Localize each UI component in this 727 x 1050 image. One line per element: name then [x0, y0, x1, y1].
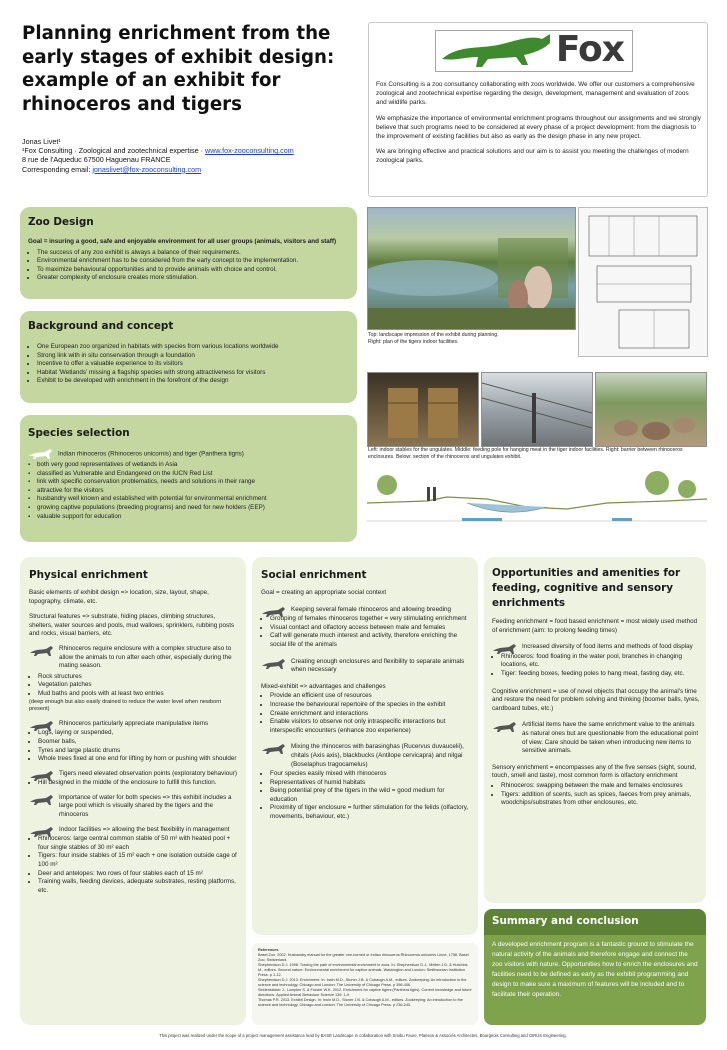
physical-rhino-complex: Rhinoceros require enclosure with a complex structure also to allow the animals to run after each other, especially during the mating season.: [59, 644, 232, 670]
fox-paragraph-3: We are bringing effective and practical solutions and our aim is to assist you meeting the challenges of modern zoological parks.: [376, 148, 689, 165]
summary-text: A developed enrichment program is a fantastic ground to stimulate the natural activity of the animals and therefore engage and connect the zoo visitors with nature. Opportunities how to enrich the enclosures and facilities need to be defined as early as the exhibit programming and design to make sure a maximum of features will be included and to facilitate their operation.: [492, 941, 698, 998]
list-item: ▪ husbandry well known and established with potential for environmental enrichment: [28, 495, 353, 504]
fox-logo: [435, 30, 633, 72]
reference-item: Thomas P.R. 2013. Exhibit Design. In: Irwin M.D., Stoner J.B. & Cobaugh A.M., editors. Zookeeping: An introduction to the science and technology. Chicago and London: The University of Chicago Press. p 236-243.: [258, 998, 463, 1007]
background-panel: [20, 311, 357, 403]
fox-icon: [261, 658, 287, 670]
opportunities-increased-line: [492, 643, 700, 652]
reference-item: Shepherdson D.J. 2013. Enrichment. In: Irwin M.D., Stoner J.B. & Cobaugh A.M., editors. Zookeeping: An introduction to the science and technology. Chicago and London: The University of Chicago Press. p 396-406.: [258, 978, 467, 987]
list-item: • Whole trees fixed at one end for lifting by horn or pushing with shoulder: [38, 755, 239, 764]
list-item: • Rhinoceros: food floating in the water pool, branches in changing locations, etc.: [501, 653, 700, 670]
physical-basic: Basic elements of exhibit design => location, size, layout, shape, topography, climate, etc.: [29, 589, 209, 605]
list-item: • Mud baths and pools with at least two entries: [38, 690, 239, 699]
email-line: [22, 165, 362, 174]
ungulate-stables-photo: [367, 372, 479, 447]
stables-illustration: [368, 373, 478, 446]
list-item: • The success of any zoo exhibit is always a balance of their requirements.: [37, 249, 353, 258]
plan-drawing: [579, 208, 707, 356]
landscape-illustration: [368, 208, 575, 329]
list-item: • Hill designed in the middle of the enclosure to fulfill this function.: [38, 779, 239, 788]
zoo-design-body: [28, 238, 353, 283]
physical-rhino-manip: Rhinoceros particularly appreciate manipulative items: [59, 719, 209, 727]
list-item: ▪ link with specific conservation problematics, needs and solutions in their range: [28, 478, 353, 487]
species-body: [28, 448, 353, 521]
list-item: • Rhinoceros: swapping between the male and females enclosures: [501, 782, 700, 791]
physical-note: (deep enough but also easily drained to reduce the water level when newborn present): [29, 698, 222, 713]
fox-icon: [261, 743, 287, 755]
references-body: [258, 948, 472, 1008]
fox-icon: [492, 643, 518, 655]
affiliation-prefix: ¹Fox Consulting: [22, 146, 73, 156]
social-enclosures-line: [261, 658, 471, 675]
social-mixing-line: [261, 743, 471, 769]
list-item: • Strong link with in situ conservation through a foundation: [37, 352, 353, 361]
list-item: • Tigers: addition of scents, such as spices, faeces from prey animals, woodchips/substrates from other enclosures, etc.: [501, 791, 700, 808]
physical-indoor-line: [29, 826, 239, 835]
list-item: • Training walls, feeding devices, adequate substrates, resting platforms, etc.: [38, 878, 239, 895]
list-item: • Increase the behavioural repertoire of the species in the exhibit: [270, 701, 471, 710]
list-item: ▪ attractive for the visitors: [28, 487, 353, 496]
list-item: • Provide an efficient use of resources: [270, 692, 471, 701]
social-body: [261, 568, 471, 822]
list-item: • To maximize behavioural opportunities and to provide animals with choice and control.: [37, 266, 353, 275]
summary-heading: Summary and conclusion: [492, 915, 639, 927]
zoo-design-heading: Zoo Design: [28, 216, 94, 228]
caption-top-line: Top: landscape impression of the exhibit during planning.: [368, 332, 499, 338]
physical-enrichment-panel: [20, 557, 246, 1025]
list-item: • Being potential prey of the tigers in the wild = good medium for education: [270, 787, 471, 804]
list-item: ▪ valuable support for education: [28, 513, 353, 522]
physical-water: Importance of water for both species => this exhibit includes a large pool which is visually shared by the tigers and the rhinoceros: [59, 793, 232, 819]
opportunities-artificial: Artificial items have the same enrichment value to the animals as natural ones but are questionable from the educational point of view. Care should be taken when introducing new items to sensitive animals.: [522, 721, 699, 755]
social-keep: Keeping several female rhinoceros and allowing breeding: [291, 605, 451, 613]
email-label: Corresponding email:: [22, 164, 91, 174]
physical-tigers-line: [29, 770, 239, 779]
list-item: • Vegetation patches: [38, 681, 239, 690]
fox-icon: [29, 720, 55, 732]
list-item: • Greater complexity of enclosure creates more stimulation.: [37, 274, 353, 283]
poster-title: Planning enrichment from the early stages of exhibit design: example of an exhibit for rhinoceros and tigers: [22, 23, 335, 115]
affiliation-line: [22, 146, 362, 155]
barrier-illustration: [596, 373, 706, 446]
list-item: ▪ classified as Vulnerable and Endangered on the IUCN Red List: [28, 470, 353, 479]
social-mixed: Mixed-exhibit => advantages and challenges: [261, 682, 386, 690]
list-item: • Deer and antelopes: two rows of four stables each of 15 m²: [38, 870, 239, 879]
affiliation-text: · Zoological and zootechnical expertise ·: [74, 146, 203, 156]
list-item: • Incentive to offer a valuable experience to its visitors: [37, 360, 353, 369]
opportunities-increased: Increased diversity of food items and methods of food display: [522, 643, 693, 651]
opportunities-artificial-line: [492, 721, 700, 755]
species-intro-line: [28, 448, 353, 460]
list-item: • Grouping of females rhinoceros together = very stimulating enrichment: [270, 615, 471, 624]
physical-structural: Structural features => substrate, hiding places, climbing structures, shelters, water sources and pools, mud wallows, sprinklers, rubbing posts and rocks, visual barriers, etc.: [29, 613, 235, 638]
fox-icon: [29, 770, 55, 782]
footer-note: This project was realized under the scope of a project management assistance lead by BASE Landscape in collaboration with Smibu Faure, Planson & Associés Architectes, Bourgeois Consulting and GIRUS Engineering.: [159, 1033, 567, 1038]
list-item: • One European zoo organized in habitats with species from various locations worldwide: [37, 343, 353, 352]
tiger-indoor-plan: [578, 207, 708, 357]
fox-icon: [29, 794, 55, 806]
references-box: [252, 943, 478, 1025]
caption-right-line: Right: plan of the tigers indoor facilities.: [368, 338, 459, 345]
fox-paragraph-2: We emphasize the importance of environmental enrichment programs throughout our assignments and we strongly believe that such programs need to be considered at every phase of a project development: from the diagnosis to the improvement of existing facilities but also as early as the design phase in any new project.: [376, 114, 701, 141]
physical-heading: Physical enrichment: [29, 569, 148, 581]
list-item: • Four species easily mixed with rhinoceros: [270, 770, 471, 779]
rhino-barrier-photo: [595, 372, 707, 447]
reference-item: Seidensticker J., Lumpkin S. & Forster W.K. 2012. Enrichment for captive tigers (Panthera tigris). Current knowledge and future directions. Applied Animal Behaviour Science 139: 1-9.: [258, 988, 472, 997]
opportunities-panel: [484, 557, 706, 903]
list-item: • Visual contact and olfactory access between male and females: [270, 624, 471, 633]
list-item: • Tiger: feeding boxes, feeding poles to hang meat, fasting day, etc.: [501, 670, 700, 679]
zoo-design-goal: Goal = insuring a good, safe and enjoyable environment for all user groups (animals, visitors and staff): [28, 238, 337, 245]
list-item: • Tigers: four inside stables of 15 m² each + one isolation outside cage of 100 m²: [38, 852, 239, 869]
opportunities-cognitive: Cognitive enrichment = use of novel objects that occupy the animal's time and restore the need for problem solving and thinking (boomer balls, tyres, cardboard tubes, etc.): [492, 687, 700, 712]
fox-icon: [28, 448, 54, 460]
fox-paragraph-1: Fox Consulting is a zoo consultancy collaborating with zoos worldwide. We offer our customers a comprehensive zoological and zootechnical expertise regarding the design, development, management and evaluation of zoos and wildlife parks.: [376, 81, 695, 107]
summary-body: [484, 935, 706, 1025]
feeding-pole-illustration: [482, 373, 592, 446]
social-enrichment-panel: [252, 557, 478, 935]
fox-description: [376, 80, 701, 172]
list-item: • Rock structures: [38, 673, 239, 682]
summary-header: [484, 909, 706, 935]
list-item: • Calf will generate much interest and activity, therefore enriching the social life of the animals: [270, 632, 471, 649]
opportunities-sensory: Sensory enrichment = encompasses any of the five senses (sight, sound, touch, smell and taste), most common form is olfactory enrichment: [492, 763, 697, 780]
list-item: • Proximity of tiger enclosure = further stimulation for the felids (olfactory, movements, behaviour, etc.): [270, 804, 471, 821]
section-illustration: [367, 463, 707, 540]
exhibit-section-drawing: [367, 463, 707, 540]
physical-body: [29, 568, 239, 895]
fox-icon: [29, 826, 55, 838]
references-heading: References: [258, 948, 279, 952]
social-enclosures: Creating enough enclosures and flexibility to separate animals when necessary: [291, 657, 465, 674]
reference-item: Basel Zoo. 2002. Husbandry manual for the greater one-horned or Indian rhinoceros Rhinoceros unicornis Linné, 1758. Basel Zoo, Switzerland.: [258, 953, 469, 962]
website-link[interactable]: www.fox-zooconsulting.com: [205, 146, 294, 156]
fox-logo-word: Fox: [555, 29, 624, 70]
physical-water-line: [29, 794, 239, 820]
list-item: • Tyres and large plastic drums: [38, 747, 239, 756]
author-block: [22, 137, 362, 174]
opportunities-heading: Opportunities and amenities for feeding, cognitive and sensory enrichments: [492, 567, 681, 609]
list-item: • Logs, laying or suspended,: [38, 729, 239, 738]
physical-indoor: Indoor facilities => allowing the best flexibility in management: [59, 825, 230, 833]
list-item: • Rhinoceros: large central common stable of 50 m² with heated pool + four single stables of 30 m² each: [38, 835, 239, 852]
list-item: • Enable visitors to observe not only intraspecific interactions but interspecific encounters (enhance zoo experience): [270, 718, 471, 735]
opportunities-food: Feeding enrichment = food based enrichment = most widely used method of enrichment (aim: to prolong feeding times): [492, 618, 698, 634]
list-item: ▪ both very good representatives of wetlands in Asia: [28, 461, 353, 470]
fox-icon: [261, 606, 287, 618]
landscape-impression-image: [367, 207, 576, 330]
list-item: • Environmental enrichment has to be considered from the early concept to the implementation.: [37, 257, 353, 266]
physical-rhino-complex-line: [29, 645, 239, 671]
social-keep-line: [261, 606, 471, 615]
physical-rhino-manip-line: [29, 720, 239, 729]
list-item: • Representatives of humid habitats: [270, 779, 471, 788]
caption-top: [368, 332, 573, 345]
list-item: • Boomer balls,: [38, 738, 239, 747]
caption-mid: Left: indoor stables for the ungulates. Middle: feeding pole for hanging meat in the tiger indoor facilities. Right: barrier between rhinoceros enclosures. Below: section of the rhinoceros and ungulates exhibit.: [368, 447, 683, 460]
species-intro: Indian rhinoceros (Rhinoceros unicornis) and tiger (Panthera tigris): [58, 450, 244, 458]
background-heading: Background and concept: [28, 320, 174, 332]
address: 8 rue de l'Aqueduc 67500 Haguenau FRANCE: [22, 155, 171, 165]
social-mixing: Mixing the rhinoceros with barasinghas (Rucervus duvaucelii), chitals (Axis axis), blackbucks (Antilope cervicapra) and nilgai (Boselaphus tragocamelus): [291, 743, 464, 768]
species-panel: [20, 415, 357, 542]
fox-icon: [29, 645, 55, 657]
list-item: ▪ growing captive populations (breeding programs) and need for new holders (EEP): [28, 504, 353, 513]
background-body: [28, 343, 353, 386]
fox-icon: [492, 721, 518, 733]
opportunities-body: [492, 566, 700, 808]
reference-item: Shepherdson D.J. 1998. Tracing the path of environmental enrichment in zoos. In: Shepherdson D.J., Mellen J.D. & Hutchins M., editors. Second nature: Environmental enrichment for captive animals. Washington and London: Smithsonian Institution Press. p 1-12.: [258, 963, 468, 977]
zoo-design-panel: [20, 207, 357, 299]
social-goal: Goal = creating an appropriate social context: [261, 589, 387, 596]
list-item: • Habitat 'Wetlands' missing a flagship species with strong attractiveness for visitors: [37, 369, 353, 378]
email-link[interactable]: jonaslivet@fox-zooconsulting.com: [92, 164, 202, 174]
social-heading: Social enrichment: [261, 569, 367, 581]
physical-tigers: Tigers need elevated observation points (exploratory behaviour): [59, 769, 237, 777]
feeding-pole-photo: [481, 372, 593, 447]
species-heading: Species selection: [28, 427, 130, 439]
fox-logo-icon: [438, 31, 558, 71]
list-item: • Exhibit to be developed with enrichment in the forefront of the design: [37, 377, 353, 386]
author-name: Jonas Livet¹: [22, 137, 61, 146]
list-item: • Create enrichment and interactions: [270, 710, 471, 719]
